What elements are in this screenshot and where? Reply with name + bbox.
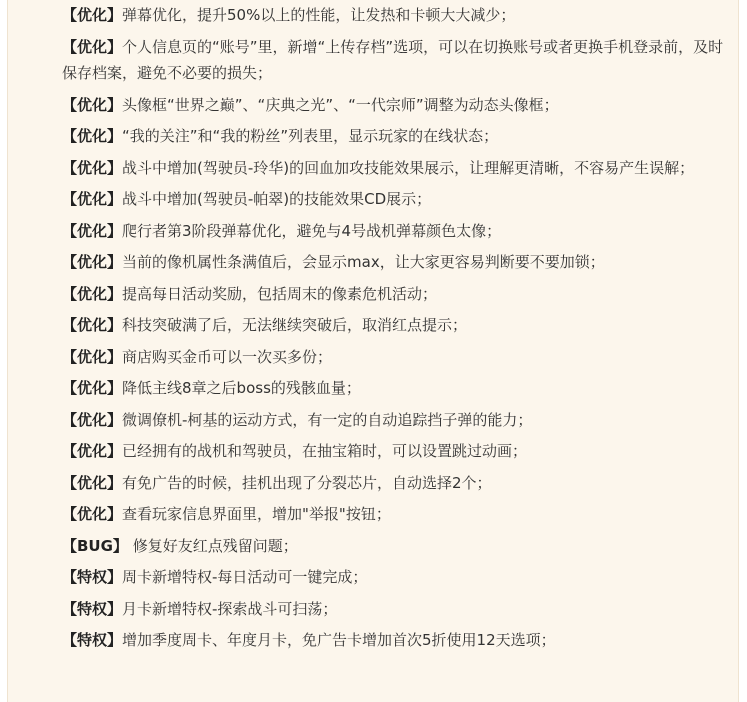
changelog-entry — [62, 467, 730, 499]
changelog-entry — [62, 89, 730, 121]
entry-text: 爬行者第3阶段弹幕优化，避免与4号战机弹幕颜色太像； — [122, 221, 502, 240]
entry-text: 弹幕优化，提升50%以上的性能，让发热和卡顿大大减少； — [122, 6, 516, 24]
changelog-entry — [62, 593, 730, 625]
changelog-entry — [62, 373, 730, 405]
entry-tag: 【优化】 — [62, 190, 123, 208]
entry-tag: 【优化】 — [62, 442, 123, 460]
entry-tag: 【优化】 — [62, 410, 123, 429]
changelog-list — [62, 0, 730, 656]
entry-text: 增加季度周卡、年度月卡，免广告卡增加首次5折使用12天选项； — [122, 631, 556, 649]
changelog-entry — [62, 499, 730, 531]
entry-text: 微调僚机-柯基的运动方式，有一定的自动追踪挡子弹的能力； — [122, 410, 533, 429]
entry-text: “我的关注”和“我的粉丝”列表里，显示玩家的在线状态； — [122, 127, 499, 145]
entry-tag: 【优化】 — [62, 6, 123, 24]
entry-tag: 【优化】 — [62, 379, 123, 397]
entry-tag: 【特权】 — [62, 568, 123, 586]
entry-text: 战斗中增加(驾驶员-帕翠)的技能效果CD展示； — [122, 190, 432, 208]
changelog-entry — [62, 152, 730, 184]
changelog-entry — [62, 31, 730, 89]
entry-tag: 【优化】 — [62, 127, 123, 145]
entry-tag: 【优化】 — [62, 253, 123, 271]
entry-tag: 【优化】 — [62, 316, 123, 334]
changelog-entry — [62, 215, 730, 247]
entry-text: 已经拥有的战机和驾驶员，在抽宝箱时，可以设置跳过动画； — [122, 442, 528, 460]
entry-tag: 【BUG】 — [62, 536, 128, 555]
entry-text: 提高每日活动奖励，包括周末的像素危机活动； — [122, 284, 438, 303]
entry-tag: 【优化】 — [62, 221, 123, 240]
changelog-entry — [62, 341, 730, 373]
changelog-entry — [62, 625, 730, 657]
entry-tag: 【优化】 — [62, 284, 123, 303]
entry-tag: 【优化】 — [62, 158, 123, 177]
changelog-entry — [62, 562, 730, 594]
entry-text: 周卡新增特权-每日活动可一键完成； — [122, 568, 368, 586]
changelog-entry — [62, 310, 730, 342]
changelog-entry — [62, 247, 730, 279]
changelog-entry — [62, 184, 730, 216]
entry-tag: 【优化】 — [62, 95, 123, 114]
entry-text: 月卡新增特权-探索战斗可扫荡； — [122, 599, 338, 618]
changelog-entry — [62, 121, 730, 153]
entry-text: 科技突破满了后，无法继续突破后，取消红点提示； — [122, 316, 468, 334]
entry-tag: 【优化】 — [62, 347, 123, 366]
changelog-entry — [62, 436, 730, 468]
entry-text: 当前的像机属性条满值后，会显示max，让大家更容易判断要不要加锁； — [122, 253, 605, 271]
entry-text: 商店购买金币可以一次买多份； — [122, 347, 333, 366]
entry-text: 个人信息页的“账号”里，新增“上传存档”选项，可以在切换账号或者更换手机登录前，及时保存档案，避免不必要的损失； — [62, 37, 724, 82]
entry-tag: 【优化】 — [62, 473, 123, 492]
changelog-entry — [62, 404, 730, 436]
entry-tag: 【优化】 — [62, 37, 123, 56]
entry-tag: 【优化】 — [62, 505, 123, 523]
entry-text: 头像框“世界之巅”、“庆典之光”、“一代宗师”调整为动态头像框； — [122, 95, 559, 114]
entry-tag: 【特权】 — [62, 631, 123, 649]
content-panel — [7, 0, 739, 702]
changelog-entry — [62, 530, 730, 562]
entry-text: 降低主线8章之后boss的残骸血量； — [122, 379, 361, 397]
changelog-entry — [62, 0, 730, 31]
entry-text: 查看玩家信息界面里，增加"举报"按钮； — [122, 505, 391, 523]
entry-text: 有免广告的时候，挂机出现了分裂芯片，自动选择2个； — [122, 473, 492, 492]
entry-text: 战斗中增加(驾驶员-玲华)的回血加攻技能效果展示，让理解更清晰，不容易产生误解； — [122, 158, 695, 177]
entry-tag: 【特权】 — [62, 599, 123, 618]
entry-text: 修复好友红点残留问题； — [127, 536, 298, 555]
changelog-entry — [62, 278, 730, 310]
